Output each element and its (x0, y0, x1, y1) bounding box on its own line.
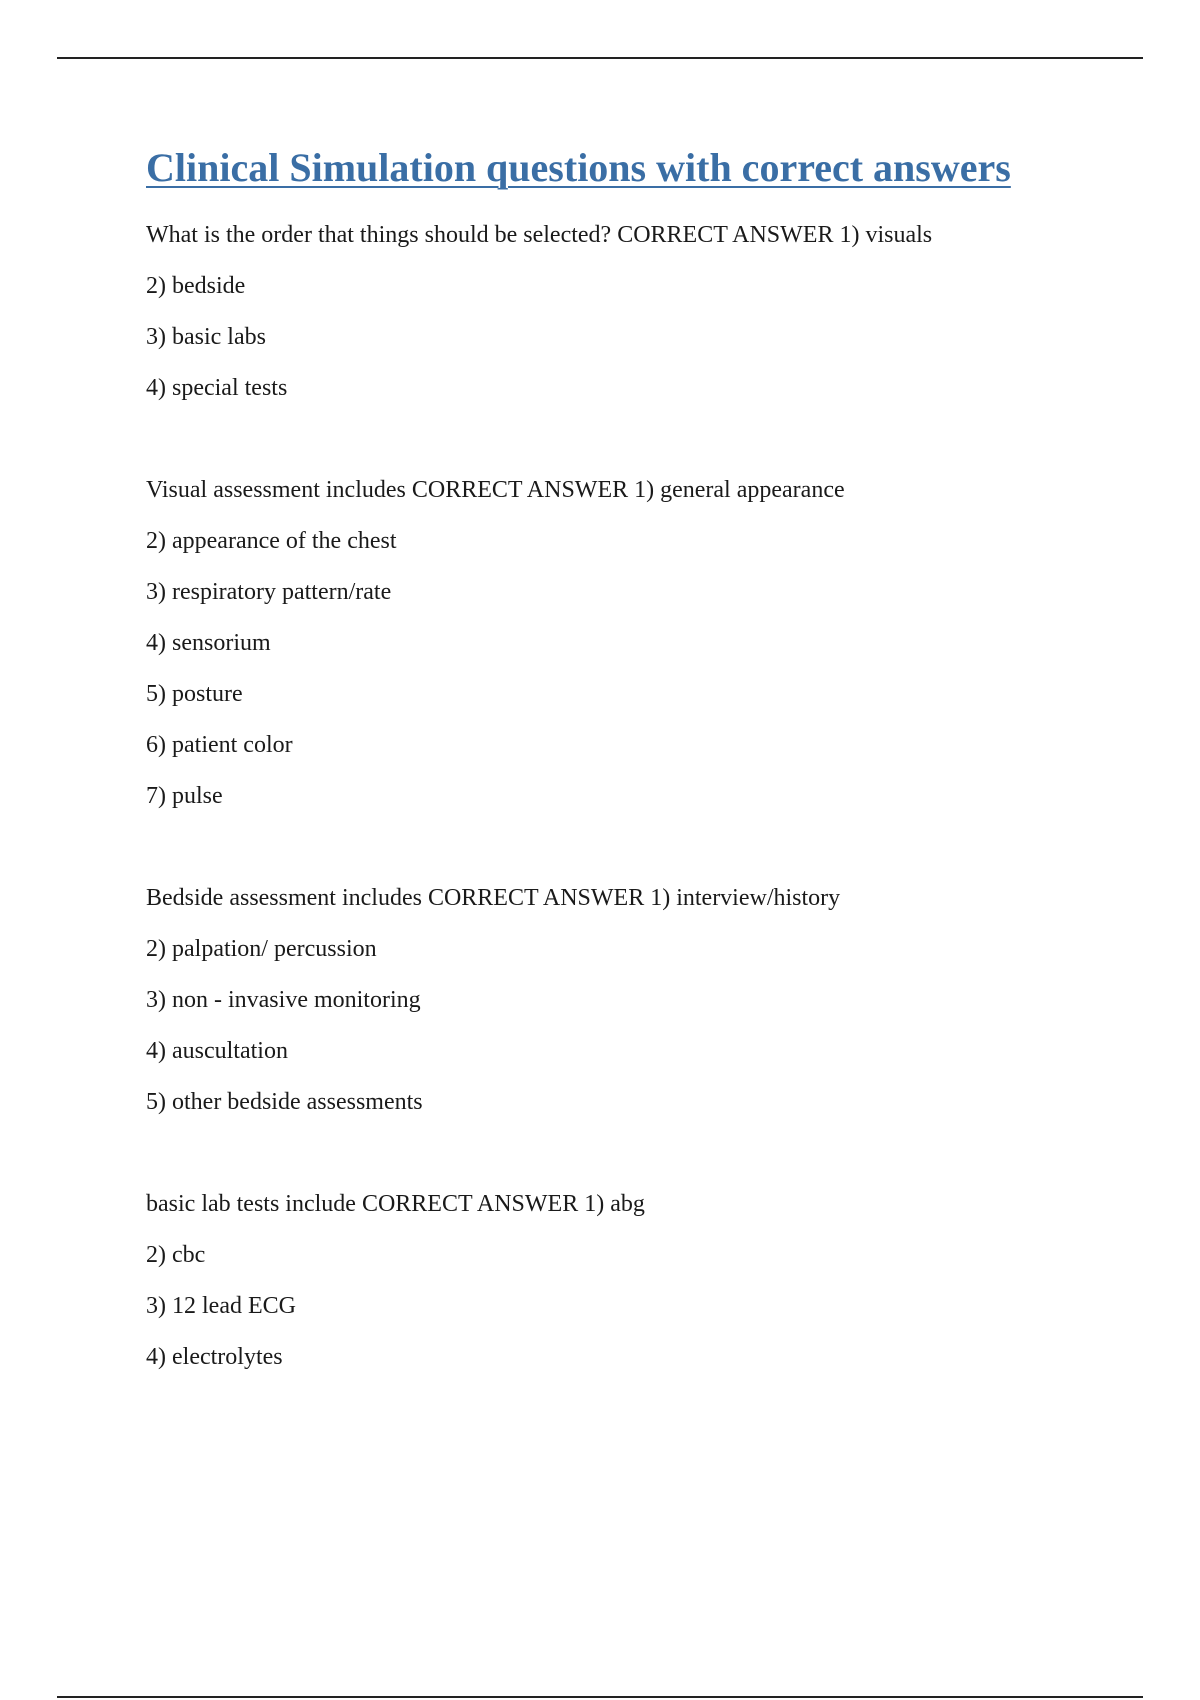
document-body (146, 140, 1106, 1434)
question-block-3 (146, 873, 1106, 1128)
answer-item: 4) auscultation (146, 1038, 288, 1064)
answer-item: 3) basic labs (146, 324, 266, 350)
answer-item: 2) palpation/ percussion (146, 936, 377, 962)
answer-item: 4) sensorium (146, 630, 271, 656)
question-block-1 (146, 210, 1106, 414)
answer-item: 4) special tests (146, 375, 288, 401)
answer-item: 3) non - invasive monitoring (146, 987, 421, 1013)
answer-item: 3) respiratory pattern/rate (146, 579, 392, 605)
answer-item: 2) appearance of the chest (146, 528, 397, 554)
question-text: Bedside assessment includes CORRECT ANSWER 1) interview/history (146, 885, 841, 911)
question-text: What is the order that things should be selected? CORRECT ANSWER 1) visuals (146, 222, 933, 248)
footer-rule (57, 1696, 1143, 1698)
answer-item: 5) posture (146, 681, 243, 707)
question-block-2 (146, 465, 1106, 822)
question-block-4 (146, 1179, 1106, 1383)
question-text: Visual assessment includes CORRECT ANSWER 1) general appearance (146, 477, 845, 503)
answer-item: 3) 12 lead ECG (146, 1293, 296, 1319)
document-title: Clinical Simulation questions with correct answers (146, 145, 1011, 190)
answer-item: 4) electrolytes (146, 1344, 283, 1370)
answer-item: 2) cbc (146, 1242, 206, 1268)
answer-item: 2) bedside (146, 273, 246, 299)
answer-item: 7) pulse (146, 783, 223, 809)
answer-item: 6) patient color (146, 732, 293, 758)
header-rule (57, 57, 1143, 59)
answer-item: 5) other bedside assessments (146, 1089, 423, 1115)
question-text: basic lab tests include CORRECT ANSWER 1) abg (146, 1191, 645, 1217)
